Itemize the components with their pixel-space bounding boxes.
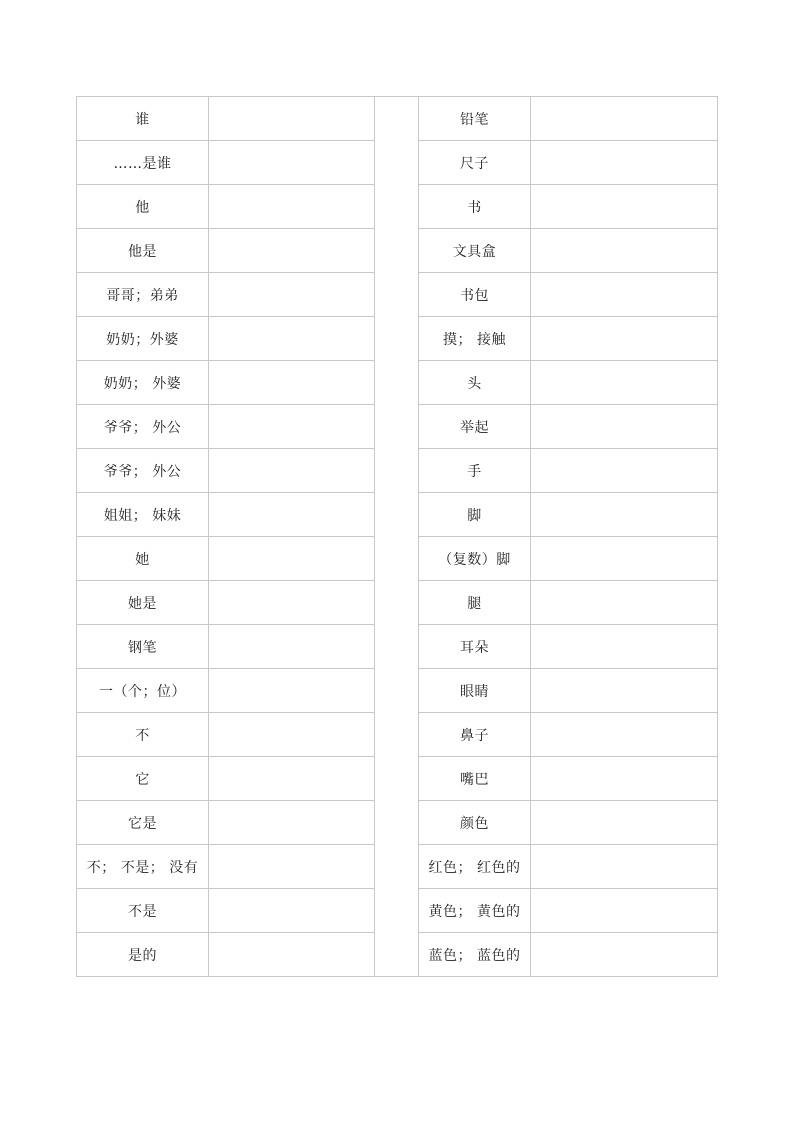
- chinese-term-left: 不是: [77, 889, 209, 933]
- chinese-term-right: 书包: [419, 273, 531, 317]
- answer-blank-left[interactable]: [209, 757, 375, 801]
- chinese-term-right: 摸； 接触: [419, 317, 531, 361]
- answer-blank-left[interactable]: [209, 229, 375, 273]
- chinese-term-left: 他: [77, 185, 209, 229]
- answer-blank-right[interactable]: [531, 317, 718, 361]
- answer-blank-left[interactable]: [209, 317, 375, 361]
- answer-blank-left[interactable]: [209, 405, 375, 449]
- answer-blank-left[interactable]: [209, 933, 375, 977]
- answer-blank-left[interactable]: [209, 845, 375, 889]
- chinese-term-right: 红色； 红色的: [419, 845, 531, 889]
- answer-blank-right[interactable]: [531, 713, 718, 757]
- chinese-term-right: 颜色: [419, 801, 531, 845]
- chinese-term-left: 它: [77, 757, 209, 801]
- answer-blank-left[interactable]: [209, 537, 375, 581]
- chinese-term-right: 书: [419, 185, 531, 229]
- answer-blank-right[interactable]: [531, 801, 718, 845]
- answer-blank-left[interactable]: [209, 97, 375, 141]
- chinese-term-right: 耳朵: [419, 625, 531, 669]
- table-row: [77, 97, 718, 141]
- answer-blank-right[interactable]: [531, 405, 718, 449]
- answer-blank-right[interactable]: [531, 669, 718, 713]
- answer-blank-left[interactable]: [209, 581, 375, 625]
- chinese-term-left: 爷爷； 外公: [77, 405, 209, 449]
- chinese-term-right: 蓝色； 蓝色的: [419, 933, 531, 977]
- vocabulary-table-body: [77, 97, 718, 977]
- answer-blank-right[interactable]: [531, 449, 718, 493]
- answer-blank-right[interactable]: [531, 757, 718, 801]
- chinese-term-right: 嘴巴: [419, 757, 531, 801]
- chinese-term-left: ……是谁: [77, 141, 209, 185]
- answer-blank-left[interactable]: [209, 361, 375, 405]
- chinese-term-left: 不: [77, 713, 209, 757]
- answer-blank-right[interactable]: [531, 141, 718, 185]
- column-divider: [375, 97, 419, 977]
- chinese-term-right: 铅笔: [419, 97, 531, 141]
- answer-blank-right[interactable]: [531, 185, 718, 229]
- chinese-term-right: 鼻子: [419, 713, 531, 757]
- chinese-term-left: 奶奶； 外婆: [77, 361, 209, 405]
- answer-blank-left[interactable]: [209, 669, 375, 713]
- chinese-term-left: 奶奶；外婆: [77, 317, 209, 361]
- chinese-term-right: 手: [419, 449, 531, 493]
- chinese-term-right: 黄色； 黄色的: [419, 889, 531, 933]
- chinese-term-left: 一（个；位）: [77, 669, 209, 713]
- answer-blank-right[interactable]: [531, 581, 718, 625]
- chinese-term-left: 她: [77, 537, 209, 581]
- answer-blank-left[interactable]: [209, 185, 375, 229]
- chinese-term-left: 谁: [77, 97, 209, 141]
- chinese-term-left: 爷爷； 外公: [77, 449, 209, 493]
- answer-blank-left[interactable]: [209, 141, 375, 185]
- answer-blank-right[interactable]: [531, 625, 718, 669]
- chinese-term-right: 尺子: [419, 141, 531, 185]
- answer-blank-left[interactable]: [209, 493, 375, 537]
- chinese-term-left: 哥哥；弟弟: [77, 273, 209, 317]
- answer-blank-right[interactable]: [531, 273, 718, 317]
- chinese-term-right: 文具盒: [419, 229, 531, 273]
- answer-blank-right[interactable]: [531, 889, 718, 933]
- answer-blank-right[interactable]: [531, 361, 718, 405]
- answer-blank-left[interactable]: [209, 713, 375, 757]
- vocabulary-table: [76, 96, 718, 977]
- answer-blank-right[interactable]: [531, 97, 718, 141]
- answer-blank-left[interactable]: [209, 449, 375, 493]
- chinese-term-right: （复数）脚: [419, 537, 531, 581]
- chinese-term-right: 脚: [419, 493, 531, 537]
- chinese-term-left: 不； 不是； 没有: [77, 845, 209, 889]
- answer-blank-right[interactable]: [531, 845, 718, 889]
- answer-blank-right[interactable]: [531, 537, 718, 581]
- chinese-term-left: 它是: [77, 801, 209, 845]
- answer-blank-left[interactable]: [209, 273, 375, 317]
- chinese-term-left: 她是: [77, 581, 209, 625]
- chinese-term-right: 眼睛: [419, 669, 531, 713]
- answer-blank-right[interactable]: [531, 493, 718, 537]
- answer-blank-left[interactable]: [209, 889, 375, 933]
- chinese-term-right: 头: [419, 361, 531, 405]
- answer-blank-right[interactable]: [531, 229, 718, 273]
- chinese-term-right: 腿: [419, 581, 531, 625]
- chinese-term-left: 钢笔: [77, 625, 209, 669]
- answer-blank-left[interactable]: [209, 625, 375, 669]
- answer-blank-right[interactable]: [531, 933, 718, 977]
- answer-blank-left[interactable]: [209, 801, 375, 845]
- chinese-term-left: 他是: [77, 229, 209, 273]
- chinese-term-left: 是的: [77, 933, 209, 977]
- chinese-term-left: 姐姐； 妹妹: [77, 493, 209, 537]
- chinese-term-right: 举起: [419, 405, 531, 449]
